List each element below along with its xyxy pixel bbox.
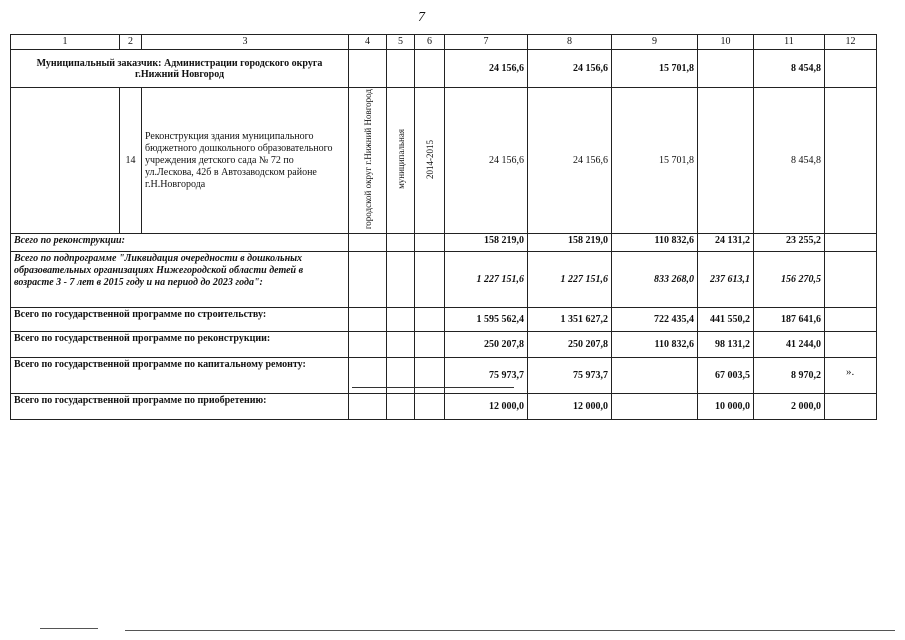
cell-c10 (698, 88, 754, 234)
total-label: Всего по государственной программе по строительству: (11, 308, 349, 332)
cell-c9: 833 268,0 (612, 252, 698, 308)
cell-c11: 156 270,5 (754, 252, 825, 308)
header-cell: 10 (698, 35, 754, 50)
total-capital-repair-row (11, 358, 877, 394)
cell-c7: 1 227 151,6 (445, 252, 528, 308)
footer-line-left (40, 628, 98, 629)
cell-c11: 187 641,6 (754, 308, 825, 332)
cell-c11: 8 454,8 (754, 88, 825, 234)
cell-c10: 10 000,0 (698, 394, 754, 420)
cell-c8: 75 973,7 (528, 358, 612, 394)
cell-c11: 8 454,8 (754, 50, 825, 88)
footer-line-right (125, 630, 895, 631)
header-row (11, 35, 877, 50)
project-name: Реконструкция здания муниципального бюджетного дошкольного образовательного учреждения детского сада № 72 по ул.Лескова, 42б в Автозаводском районе г.Н.Новгорода (142, 88, 349, 234)
cell-c9: 110 832,6 (612, 234, 698, 252)
total-label: Всего по реконструкции: (11, 234, 349, 252)
cell-c11: 8 970,2 (754, 358, 825, 394)
cell-c8: 12 000,0 (528, 394, 612, 420)
cell-c9: 110 832,6 (612, 332, 698, 358)
header-cell: 2 (120, 35, 142, 50)
header-cell: 6 (415, 35, 445, 50)
total-construction-row (11, 308, 877, 332)
cell-c10: 441 550,2 (698, 308, 754, 332)
cell-c7: 24 156,6 (445, 88, 528, 234)
cell-c8: 1 351 627,2 (528, 308, 612, 332)
header-cell: 1 (11, 35, 120, 50)
page-number: 7 (418, 10, 425, 25)
total-reconstruction-row (11, 234, 877, 252)
cell-c10: 98 131,2 (698, 332, 754, 358)
cell-c7: 75 973,7 (445, 358, 528, 394)
header-cell: 7 (445, 35, 528, 50)
cell-c9 (612, 394, 698, 420)
cell-c7: 250 207,8 (445, 332, 528, 358)
cell-c8: 250 207,8 (528, 332, 612, 358)
total-program-reconstruction-row (11, 332, 877, 358)
total-label: Всего по государственной программе по реконструкции: (11, 332, 349, 358)
closing-quote-mark: ». (846, 366, 855, 378)
cell-c10: 237 613,1 (698, 252, 754, 308)
header-cell: 5 (387, 35, 415, 50)
cell-c11: 41 244,0 (754, 332, 825, 358)
cell-c8: 1 227 151,6 (528, 252, 612, 308)
cell-c11: 23 255,2 (754, 234, 825, 252)
total-label: Всего по подпрограмме "Ликвидация очередности в дошкольных образовательных организациях Нижегородской области детей в возрасте 3 - 7 лет в 2015 году и на период до 2023 года": (11, 252, 349, 308)
cell-c9: 15 701,8 (612, 50, 698, 88)
cell-c8: 158 219,0 (528, 234, 612, 252)
cell-c9: 722 435,4 (612, 308, 698, 332)
total-label: Всего по государственной программе по капитальному ремонту: (11, 358, 349, 394)
budget-table (10, 34, 877, 420)
cell-c7: 24 156,6 (445, 50, 528, 88)
cell-c9 (612, 358, 698, 394)
header-cell: 12 (825, 35, 877, 50)
customer-row (11, 50, 877, 88)
cell-c7: 158 219,0 (445, 234, 528, 252)
header-cell: 11 (754, 35, 825, 50)
project-period: 2014-2015 (424, 139, 435, 179)
cell-c10 (698, 50, 754, 88)
total-subprogram-row (11, 252, 877, 308)
customer-label: Муниципальный заказчик: Администрации городского округа г.Нижний Новгород (11, 50, 349, 88)
cell-c10: 67 003,5 (698, 358, 754, 394)
separator-line (352, 387, 514, 388)
header-cell: 3 (142, 35, 349, 50)
project-ownership: муниципальная (395, 129, 406, 190)
total-label: Всего по государственной программе по приобретению: (11, 394, 349, 420)
cell-c7: 1 595 562,4 (445, 308, 528, 332)
cell-c9: 15 701,8 (612, 88, 698, 234)
total-purchase-row (11, 394, 877, 420)
header-cell: 9 (612, 35, 698, 50)
cell-c8: 24 156,6 (528, 50, 612, 88)
cell-c11: 2 000,0 (754, 394, 825, 420)
cell-c8: 24 156,6 (528, 88, 612, 234)
project-territory: городской округ г.Нижний Новгород (362, 89, 373, 230)
project-number: 14 (120, 88, 142, 234)
project-row (11, 88, 877, 234)
cell-c10: 24 131,2 (698, 234, 754, 252)
header-cell: 8 (528, 35, 612, 50)
cell-c7: 12 000,0 (445, 394, 528, 420)
header-cell: 4 (349, 35, 387, 50)
